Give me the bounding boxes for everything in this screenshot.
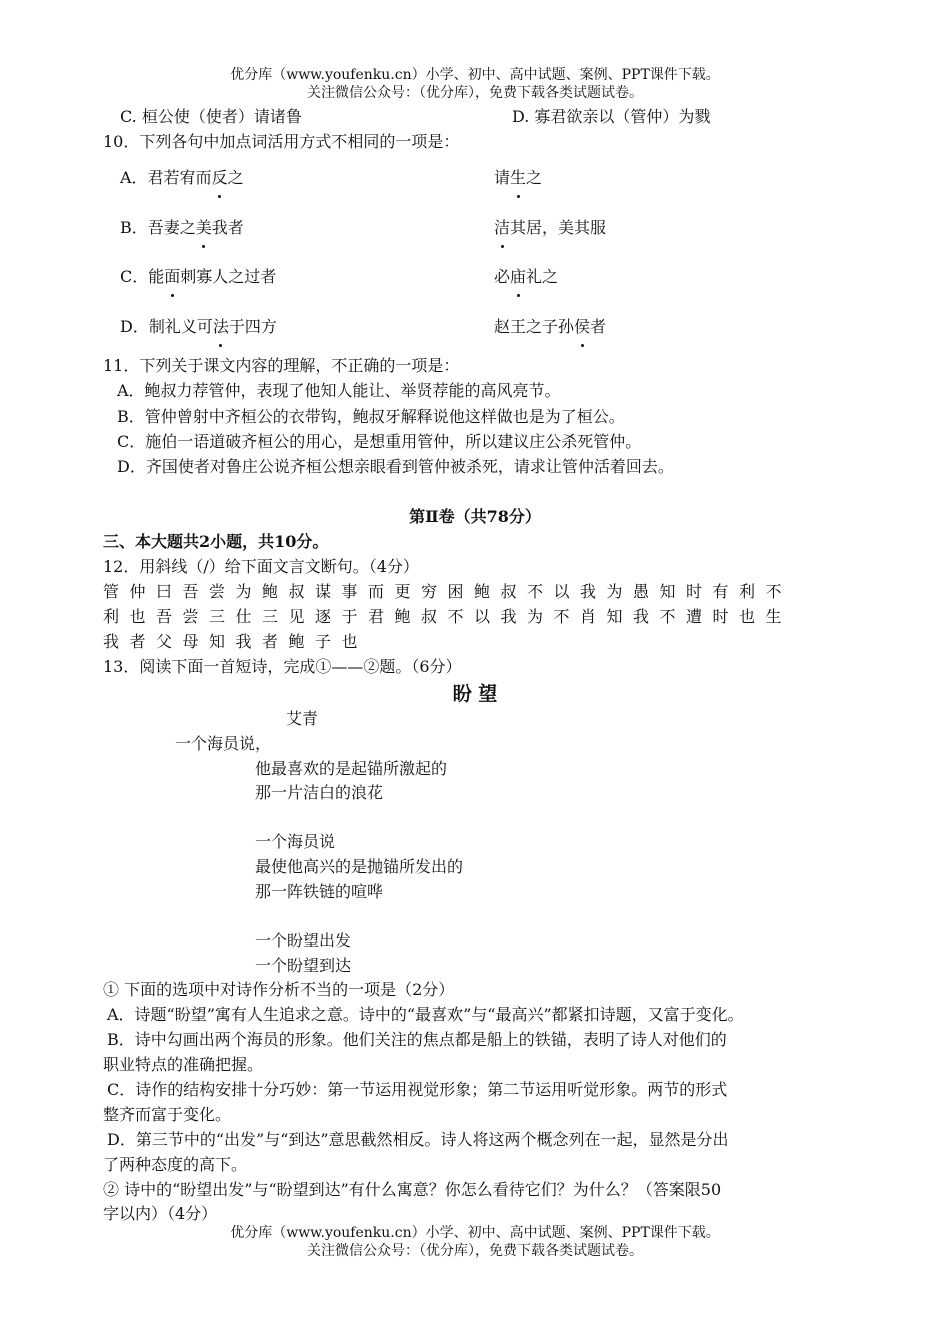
footer-line-1: 优分库（www.youfenku.cn）小学、初中、高中试题、案例、PPT课件下载。 (230, 1225, 720, 1241)
dotted-character: 生 (510, 168, 527, 187)
page-footer (0, 1224, 950, 1260)
q10-option-c-right (494, 266, 558, 288)
dotted-character: 侯 (574, 317, 591, 336)
text-segment: 必 (494, 267, 511, 286)
text-segment: 请 (494, 168, 511, 187)
dotted-character: 庙 (510, 267, 527, 286)
q12-text-line-2: 利也吾尝三仕三见逐于君鲍叔不以我为不肖知我不遭时也生 (103, 607, 793, 626)
q11-option-b: B．管仲曾射中齐桓公的衣带钩，鲍叔牙解释说他这样做也是为了桓公。 (117, 407, 625, 426)
poem-line: 最使他高兴的是抛锚所发出的 (255, 857, 464, 876)
q10-option-c-left (120, 266, 276, 288)
text-segment: 之 (227, 168, 244, 187)
header-line-1: 优分库（www.youfenku.cn）小学、初中、高中试题、案例、PPT课件下载。 (230, 67, 720, 83)
q11-option-c: C．施伯一语道破齐桓公的用心，是想重用管仲，所以建议庄公杀死管仲。 (117, 432, 642, 451)
q11-option-a: A．鲍叔力荐管仲，表现了他知人能让、举贤荐能的高风亮节。 (117, 381, 561, 400)
dotted-character: 面 (164, 267, 181, 286)
q13-sub1-option-d-line-1: D．第三节中的“出发”与“到达”意思截然相反。诗人将这两个概念列在一起，显然是分出 (107, 1130, 729, 1149)
poem-line: 他最喜欢的是起锚所激起的 (255, 759, 448, 778)
q11-option-d: D．齐国使者对鲁庄公说齐桓公想亲眼看到管仲被杀死，请求让管仲活着回去。 (117, 457, 674, 476)
poem-line: 一个海员说， (175, 734, 272, 753)
poem-line: 一个海员说 (255, 832, 336, 851)
q13-sub1-option-b-line-1: B．诗中勾画出两个海员的形象。他们关注的焦点都是船上的铁锚，表明了诗人对他们的 (107, 1030, 727, 1049)
q9-option-d: D. 寡君欲亲以（管仲）为戮 (512, 107, 711, 126)
header-line-2: 关注微信公众号：（优分库），免费下载各类试题试卷。 (307, 85, 643, 101)
q12-text-line-3: 我者父母知我者鲍子也 (103, 632, 369, 651)
q13-sub1-stem: ① 下面的选项中对诗作分析不当的一项是（2分） (103, 980, 455, 999)
footer-line-2: 关注微信公众号：（优分库），免费下载各类试题试卷。 (307, 1243, 643, 1259)
q12-text-line-1: 管仲曰吾尝为鲍叔谋事而更穷困鲍叔不以我为愚知时有利不 (103, 582, 793, 601)
text-segment: 赵王之子孙 (494, 317, 575, 336)
poem-line: 一个盼望出发 (255, 931, 352, 950)
text-segment: 其居，美其服 (510, 218, 607, 237)
dotted-character: 反 (211, 168, 228, 187)
q10-option-d-right (494, 316, 606, 338)
poem-author: 艾青 (286, 709, 319, 728)
text-segment: A．君若宥而 (120, 168, 212, 187)
q11-stem: 11．下列关于课文内容的理解，不正确的一项是： (103, 356, 460, 375)
text-segment: 我者 (211, 218, 244, 237)
text-segment: 于四方 (228, 317, 277, 336)
q13-sub1-option-d-line-2: 了两种态度的高下。 (103, 1155, 248, 1174)
text-segment: 者 (590, 317, 607, 336)
poem-line: 那一阵铁链的喧哗 (255, 882, 384, 901)
text-segment: B．吾妻之 (120, 218, 196, 237)
dotted-character: 洁 (494, 218, 511, 237)
text-segment: C．能 (120, 267, 165, 286)
q9-option-c: C. 桓公使（使者）请诸鲁 (120, 107, 302, 126)
poem-line: 一个盼望到达 (255, 956, 352, 975)
text-segment: 之 (526, 168, 543, 187)
poem-title: 盼 望 (452, 683, 498, 705)
q13-sub2-line-2: 字以内）（4分） (103, 1204, 218, 1223)
text-segment: 刺寡人之过者 (180, 267, 277, 286)
page-header (0, 66, 950, 102)
q13-sub1-option-b-line-2: 职业特点的准确把握。 (103, 1055, 264, 1074)
q10-option-a-left (120, 167, 244, 189)
q13-sub1-option-a: A．诗题“盼望”寓有人生追求之意。诗中的“最喜欢”与“最高兴”都紧扣诗题，又富于变化。 (107, 1005, 744, 1024)
q12-stem: 12．用斜线（/）给下面文言文断句。（4分） (103, 557, 419, 576)
part2-title: 第Ⅱ卷（共78分） (409, 507, 541, 526)
dotted-character: 法 (212, 317, 229, 336)
dotted-character: 美 (195, 218, 212, 237)
poem-line: 那一片洁白的浪花 (255, 783, 384, 802)
section3-heading: 三、本大题共2小题，共10分。 (103, 532, 329, 551)
q13-sub1-option-c-line-2: 整齐而富于变化。 (103, 1105, 232, 1124)
text-segment: D．制礼义可 (120, 317, 213, 336)
q10-option-a-right (494, 167, 542, 189)
q10-option-b-left (120, 217, 244, 239)
q10-option-d-left (120, 316, 277, 338)
q13-stem: 13．阅读下面一首短诗，完成①——②题。（6分） (103, 657, 462, 676)
text-segment: 礼之 (526, 267, 559, 286)
q10-option-b-right (494, 217, 606, 239)
q10-stem: 10．下列各句中加点词活用方式不相同的一项是： (103, 132, 460, 151)
q13-sub1-option-c-line-1: C．诗作的结构安排十分巧妙：第一节运用视觉形象；第二节运用听觉形象。两节的形式 (107, 1080, 728, 1099)
q13-sub2-line-1: ② 诗中的“盼望出发”与“盼望到达”有什么寓意？你怎么看待它们？为什么？（答案限50 (103, 1180, 722, 1199)
